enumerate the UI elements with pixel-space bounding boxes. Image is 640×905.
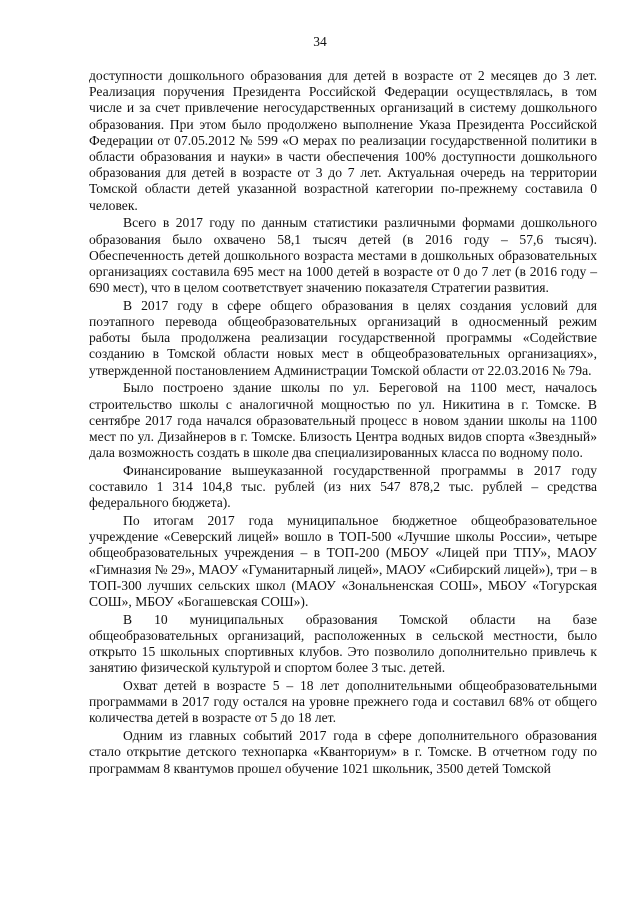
paragraph-program-financing: Финансирование вышеуказанной государственной программы в 2017 году составило 1 314 104,8 тыс. рублей (из них 547 878,2 тыс. рублей – средства федерального бюджета). <box>89 462 597 511</box>
paragraph-preschool-statistics: Всего в 2017 году по данным статистики различными формами дошкольного образования было охвачено 58,1 тысяч детей (в 2016 году – 57,6 тысяч). Обеспеченность детей дошкольного возраста местами в дошкольных образовательных организациях составила 695 мест на 1000 детей в возрасте от 0 до 7 лет (в 2016 году – 690 мест), что в целом соответствует значению показателя Стратегии развития. <box>89 215 597 296</box>
paragraph-general-education-program: В 2017 году в сфере общего образования в целях создания условий для поэтапного перевода общеобразовательных организаций в односменный режим работы была продолжена реализации государственной программы «Содействие созданию в Томской области новых мест в общеобразовательных организациях», утвержденной постановлением Администрации Томской области от 22.03.2016 № 79а. <box>89 297 597 378</box>
paragraph-sports-clubs: В 10 муниципальных образования Томской области на базе общеобразовательных организаций, расположенных в сельской местности, было открыто 15 школьных спортивных клубов. Это позволило дополнительно привлечь к занятию физической культурой и спортом более 3 тыс. детей. <box>89 611 597 676</box>
page-number: 34 <box>313 34 327 49</box>
paragraph-kvantorium-technopark: Одним из главных событий 2017 года в сфере дополнительного образования стало открытие детского технопарка «Кванториум» в г. Томске. В отчетном году по программам 8 квантумов прошел обучение 1021 школьник, 3500 детей Томской <box>89 728 597 776</box>
paragraph-additional-education-coverage: Охват детей в возрасте 5 – 18 лет дополнительными общеобразовательными программами в 2017 году остался на уровне прежнего года и составил 68% от общего количества детей в возрасте от 5 до 18 лет. <box>89 678 597 726</box>
paragraph-school-construction: Было построено здание школы по ул. Береговой на 1100 мест, началось строительство школы с аналогичной мощностью по ул. Никитина в г. Томске. В сентябре 2017 года начался образовательный процесс в новом здании школы на 1100 мест по ул. Дизайнеров в г. Томске. Близость Центра водных видов спорта «Звездный» дала возможность создать в школе два специализированных класса по водному поло. <box>89 380 597 461</box>
paragraph-school-rankings: По итогам 2017 года муниципальное бюджетное общеобразовательное учреждение «Северский лицей» вошло в ТОП-500 «Лучшие школы России», четыре общеобразовательных учреждения – в ТОП-200 (МБОУ «Лицей при ТПУ», МАОУ «Гимназия № 29», МАОУ «Гуманитарный лицей», МАОУ «Сибирский лицей»), три – в ТОП-300 лучших сельских школ (МАОУ «Зональненская СОШ», МБОУ «Тогурская СОШ», МБОУ «Богашевская СОШ»). <box>89 512 597 609</box>
paragraph-preschool-availability: доступности дошкольного образования для детей в возрасте от 2 месяцев до 3 лет. Реализация поручения Президента Российской Федерации осуществлялась, в том числе и за счет привлечение негосударственных организаций в систему дошкольного образования. При этом было продолжено выполнение Указа Президента Российской Федерации от 07.05.2012 № 599 «О мерах по реализации государственной политики в области образования и науки» в части обеспечения 100% доступности дошкольного образования для детей в возрасте от 3 до 7 лет. Актуальная очередь на территории Томской области детей указанной возрастной категории по-прежнему составила 0 человек. <box>89 68 597 213</box>
document-body <box>89 68 597 778</box>
